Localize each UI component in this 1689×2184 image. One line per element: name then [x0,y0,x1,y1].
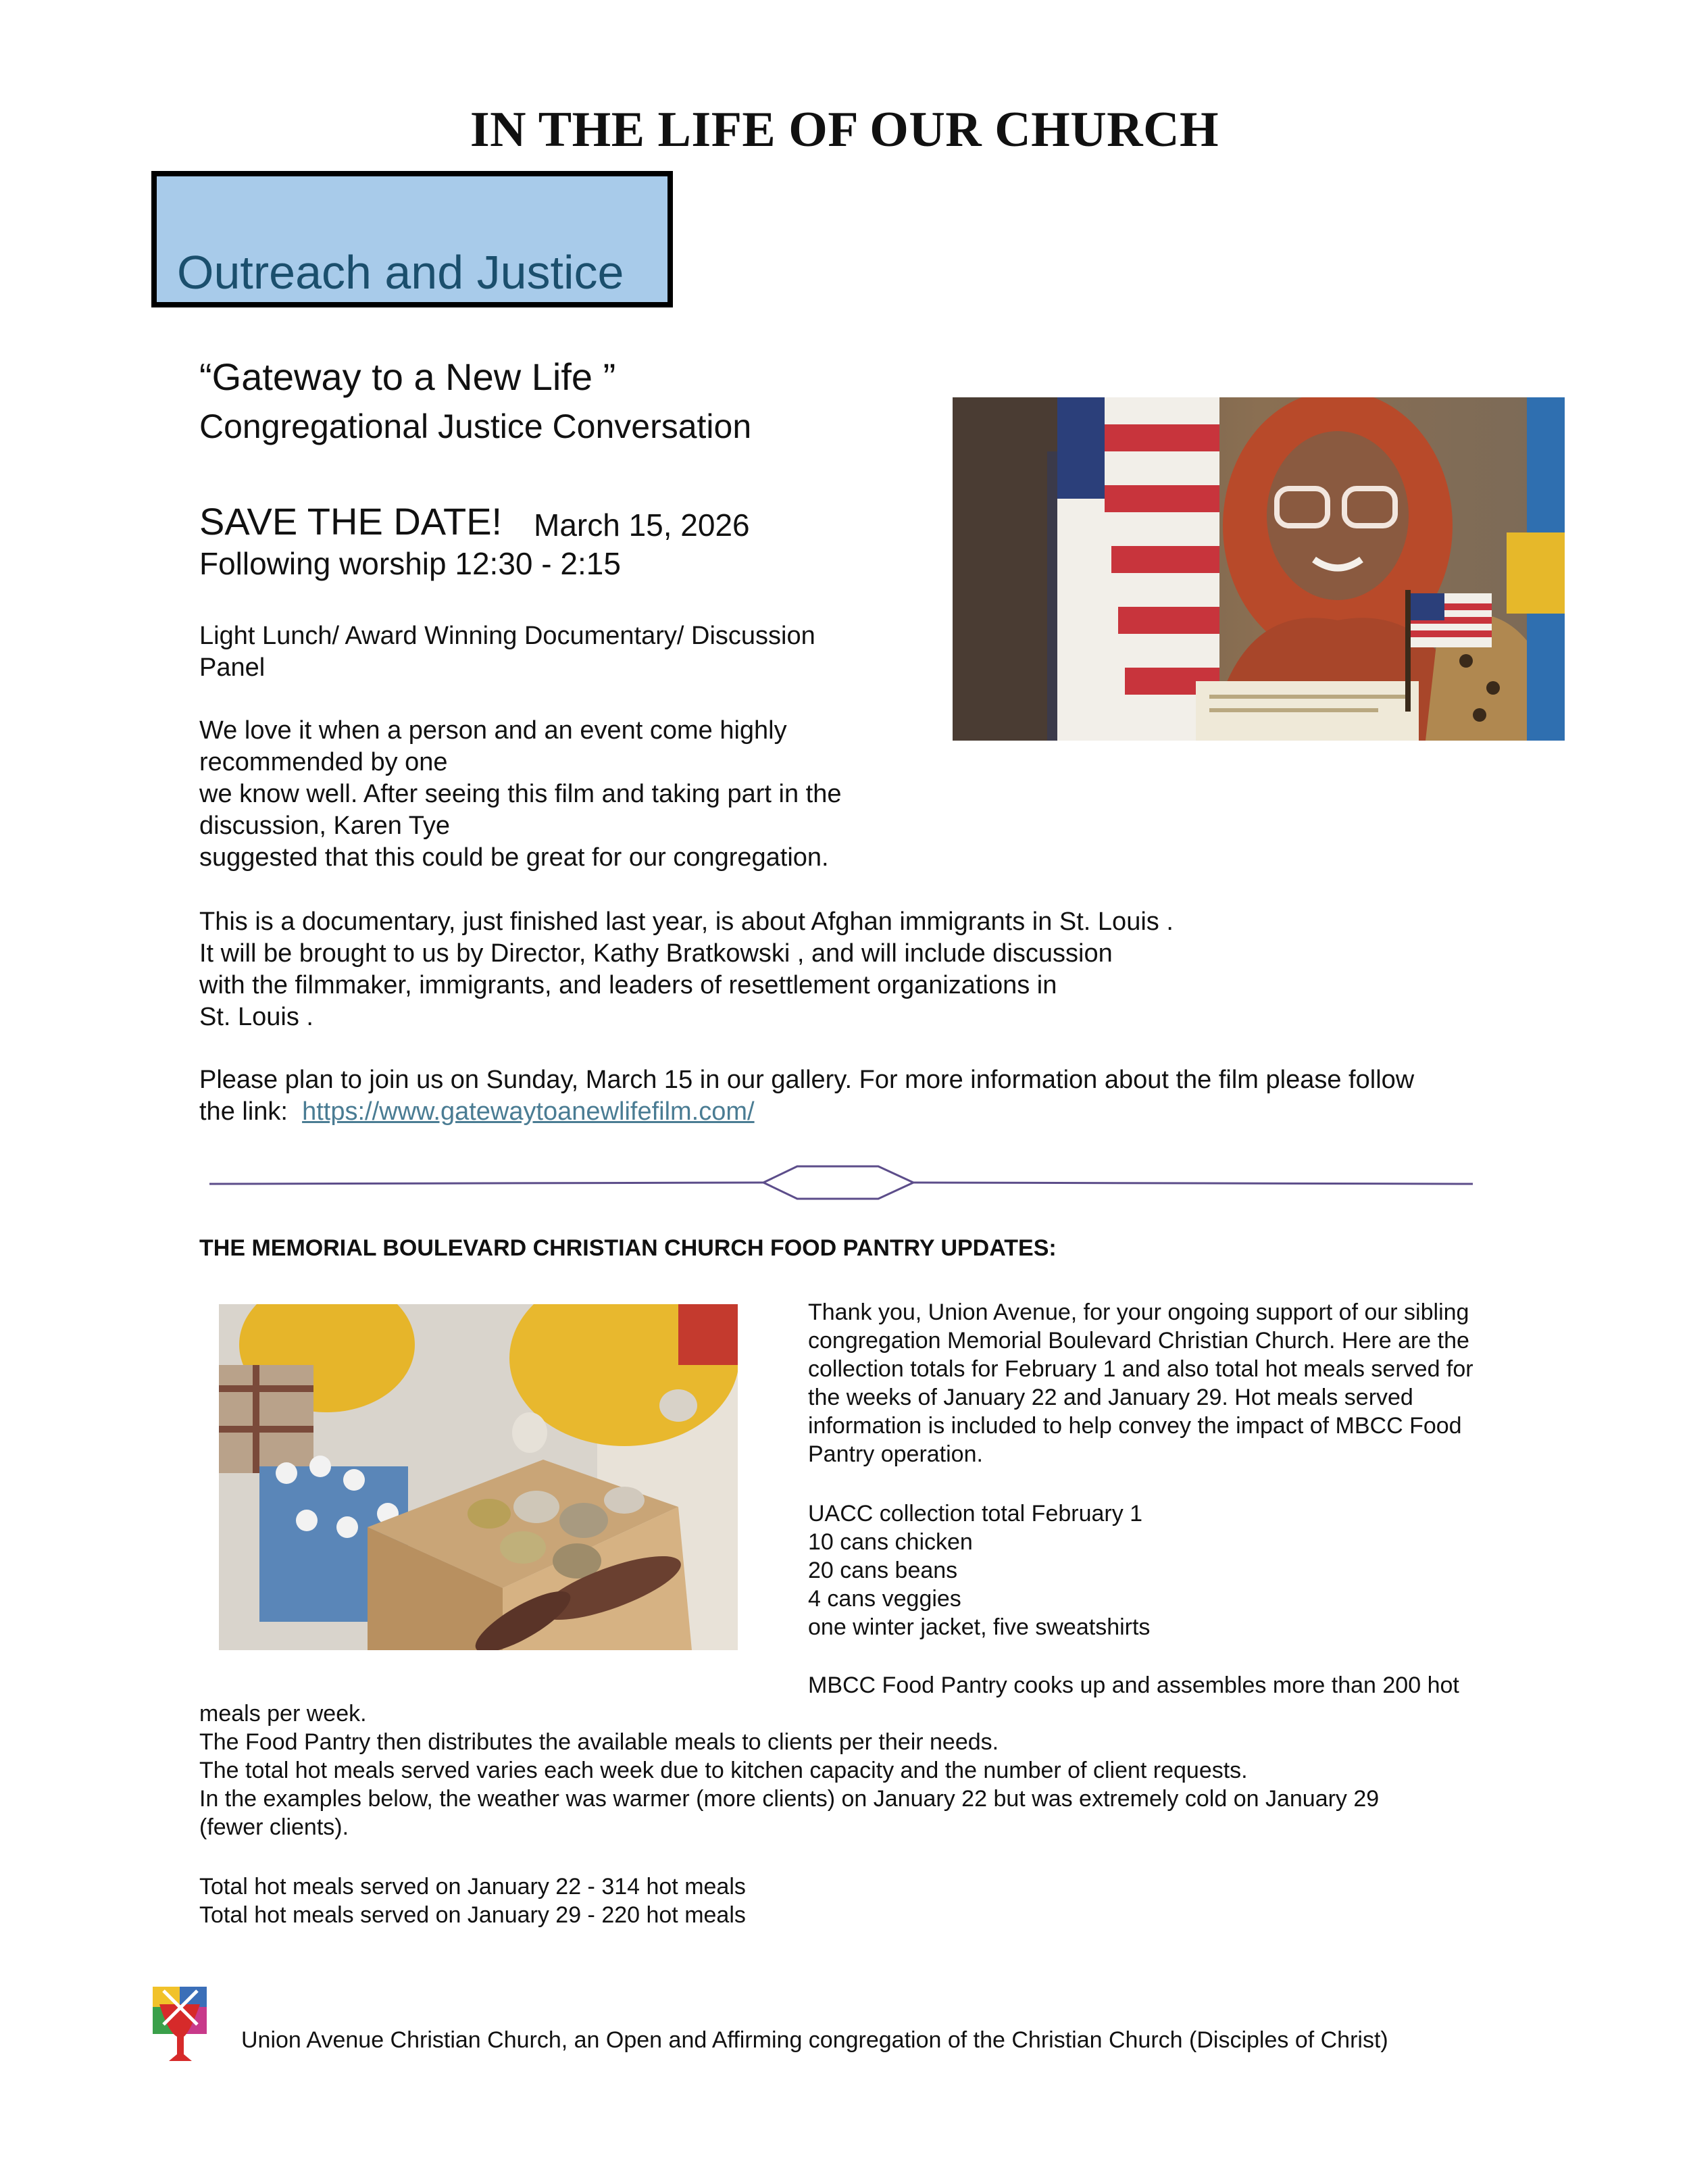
pantry-heading: THE MEMORIAL BOULEVARD CHRISTIAN CHURCH FOOD PANTRY UPDATES: [199,1235,1057,1261]
footer-text: Union Avenue Christian Church, an Open and Affirming congregation of the Christian Church (Disciples of Christ) [241,2027,1388,2053]
meals-details [199,1699,1379,1841]
text-line: We love it when a person and an event come highly [199,716,787,745]
section-label-box [151,171,673,307]
text-line: The Food Pantry then distributes the available meals to clients per their needs. [199,1729,999,1755]
text-line: In the examples below, the weather was warmer (more clients) on January 22 but was extremely cold on January 29 [199,1786,1380,1812]
page-title: IN THE LIFE OF OUR CHURCH [470,102,1219,157]
text-line: collection totals for February 1 and also total hot meals served for [808,1356,1473,1382]
link-prefix: the link: [199,1097,288,1126]
section-divider [203,1162,1486,1203]
text-line: suggested that this could be great for our congregation. [199,843,829,872]
text-line: St. Louis . [199,1003,313,1031]
text-line: we know well. After seeing this film and taking part in the [199,780,842,808]
text-line: The total hot meals served varies each week due to kitchen capacity and the number of client requests. [199,1758,1248,1783]
text-line: the weeks of January 22 and January 29. Hot meals served [808,1385,1413,1410]
event-agenda [199,620,815,684]
event-description [199,906,1174,1033]
text-line: information is included to help convey the impact of MBCC Food [808,1413,1462,1439]
event-time: Following worship 12:30 - 2:15 [199,546,621,581]
save-the-date: SAVE THE DATE! [199,500,503,543]
collection-item: 10 cans chicken [808,1529,973,1555]
text-line: This is a documentary, just finished last year, is about Afghan immigrants in St. Louis . [199,908,1174,936]
us-flag-large [1057,397,1219,741]
event-date: March 15, 2026 [534,507,750,543]
text-line: Light Lunch/ Award Winning Documentary/ Discussion [199,622,815,650]
text-line: Thank you, Union Avenue, for your ongoing support of our sibling [808,1299,1469,1325]
text-line: with the filmmaker, immigrants, and leaders of resettlement organizations in [199,971,1057,999]
event-photo [953,397,1565,741]
text-line: discussion, Karen Tye [199,812,451,840]
pantry-photo-art [219,1304,738,1650]
event-invite [199,1064,1414,1128]
event-intro [199,715,841,874]
text-line: Please plan to join us on Sunday, March 15 in our gallery. For more information about the film please follow [199,1066,1415,1094]
collection-item: one winter jacket, five sweatshirts [808,1614,1151,1640]
chalice-logo-icon [150,1984,212,2065]
collection-title: UACC collection total February 1 [808,1501,1143,1527]
collection-item: 4 cans veggies [808,1586,961,1612]
section-label: Outreach and Justice [177,246,624,299]
event-title: “Gateway to a New Life ” [199,355,616,398]
text-line: It will be brought to us by Director, Kathy Bratkowski , and will include discussion [199,939,1113,968]
meals-total-line: Total hot meals served on January 22 - 314 hot meals [199,1874,746,1900]
event-subtitle: Congregational Justice Conversation [199,407,752,445]
event-photo-art [953,397,1565,741]
text-line: recommended by one [199,748,448,776]
film-website-link[interactable]: https://www.gatewaytoanewlifefilm.com/ [302,1097,755,1126]
meals-intro: MBCC Food Pantry cooks up and assembles more than 200 hot [808,1672,1459,1698]
meals-total-line: Total hot meals served on January 29 - 220 hot meals [199,1902,746,1928]
collection-item: 20 cans beans [808,1558,958,1583]
text-line: (fewer clients). [199,1814,349,1840]
meals-totals [199,1872,746,1929]
text-line: congregation Memorial Boulevard Christian Church. Here are the [808,1328,1469,1354]
text-line: meals per week. [199,1701,367,1727]
pantry-thanks [808,1298,1473,1468]
text-line: Panel [199,653,266,682]
pantry-photo [219,1304,738,1650]
text-line: Pantry operation. [808,1441,983,1467]
collection-list [808,1499,1150,1641]
link-line [199,1096,1414,1128]
